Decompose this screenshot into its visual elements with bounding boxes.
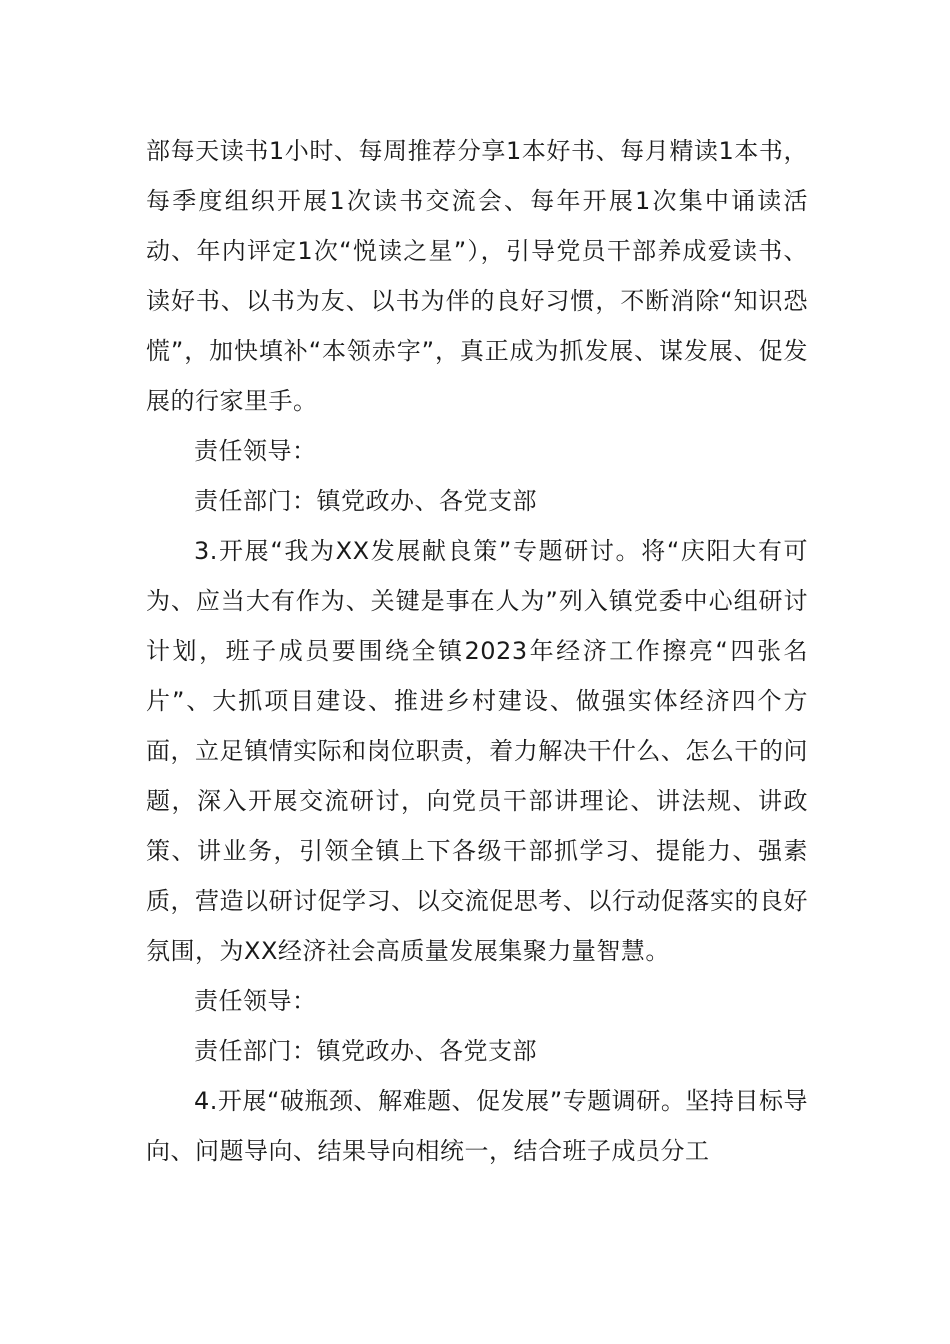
paragraph-item-3-seminar: 3.开展“我为XX发展献良策”专题研讨。将“庆阳大有可为、应当大有作为、关键是事在人为”列入镇党委中心组研讨计划，班子成员要围绕全镇2023年经济工作擦亮“四张名片”、大抓项目建设、推进乡村建设、做强实体经济四个方面，立足镇情实际和岗位职责，着力解决干什么、怎么干的问题，深入开展交流研讨，向党员干部讲理论、讲法规、讲政策、讲业务，引领全镇上下各级干部抓学习、提能力、强素质，营造以研讨促学习、以交流促思考、以行动促落实的良好氛围，为XX经济社会高质量发展集聚力量智慧。 [146,537,808,965]
responsible-department-line: 责任部门：镇党政办、各党支部 [194,487,537,515]
paragraph-reading-plan: 部每天读书1小时、每周推荐分享1本好书、每月精读1本书，每季度组织开展1次读书交流会、每年开展1次集中诵读活动、年内评定1次“悦读之星”），引导党员干部养成爱读书、读好书、以书为友、以书为伴的良好习惯，不断消除“知识恐慌”，加快填补“本领赤字”，真正成为抓发展、谋发展、促发展的行家里手。 [146,137,808,415]
responsible-leader-label: 责任领导： [194,437,317,465]
document-body [146,126,808,1176]
paragraph-item-4-research: 4.开展“破瓶颈、解难题、促发展”专题调研。坚持目标导向、问题导向、结果导向相统一，结合班子成员分工 [146,1087,808,1165]
responsible-department-line: 责任部门：镇党政办、各党支部 [194,1037,537,1065]
responsible-leader-label: 责任领导： [194,987,317,1015]
